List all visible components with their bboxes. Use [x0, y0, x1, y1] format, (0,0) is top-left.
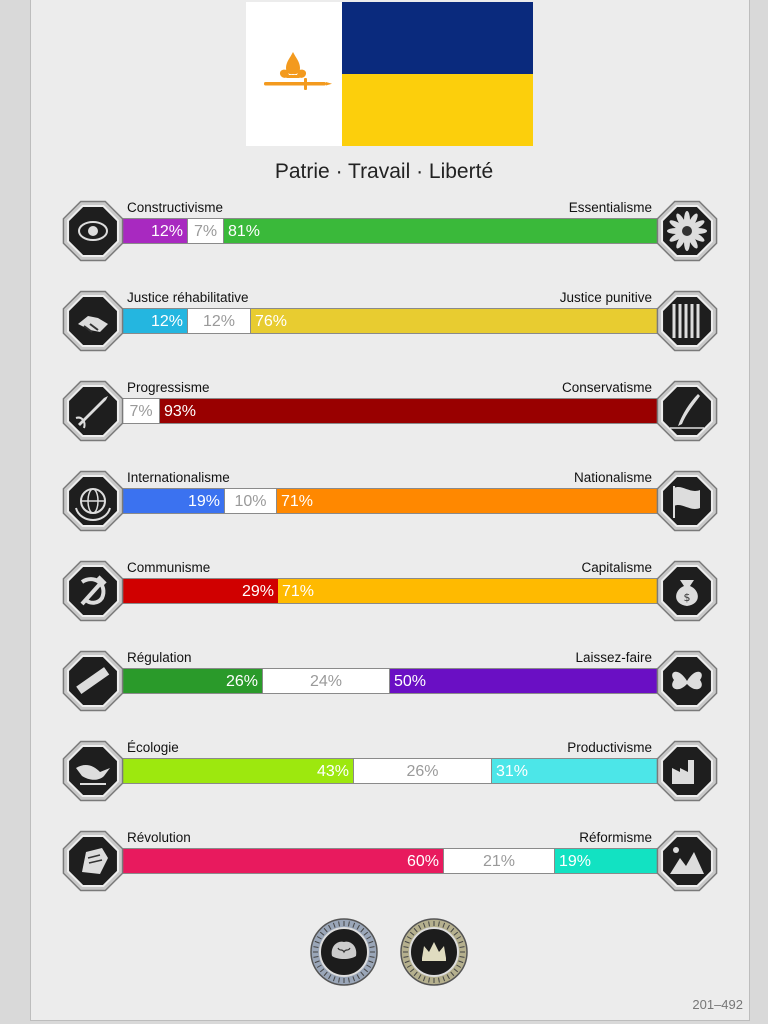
left-segment: 12%: [123, 309, 187, 333]
axis-bar: [122, 848, 658, 874]
axis-row: [0, 470, 768, 560]
crown-badge-icon: [400, 918, 468, 986]
footer-text: 201–492: [692, 997, 743, 1012]
left-segment: 60%: [123, 849, 443, 873]
money-bag-icon: [654, 558, 720, 624]
flag-icon: [654, 468, 720, 534]
left-axis-label: Constructivisme: [127, 200, 224, 215]
brain-badge-icon: [310, 918, 378, 986]
neutral-segment: 26%: [353, 759, 492, 783]
flag: [246, 2, 533, 146]
neutral-segment: 24%: [262, 669, 390, 693]
neutral-segment: 21%: [443, 849, 555, 873]
axis-row: [0, 380, 768, 470]
right-axis-label: Essentialisme: [568, 200, 652, 215]
eye-icon: [60, 198, 126, 264]
fist-icon: [60, 828, 126, 894]
ruler-icon: [60, 648, 126, 714]
rocket-icon: [60, 378, 126, 444]
axis-bar: [122, 488, 658, 514]
right-axis-label: Réformisme: [579, 830, 652, 845]
right-segment: 31%: [492, 759, 657, 783]
right-segment: 71%: [278, 579, 657, 603]
left-segment: 12%: [123, 219, 187, 243]
left-axis-label: Internationalisme: [127, 470, 230, 485]
right-axis-label: Laissez-faire: [575, 650, 652, 665]
right-segment: 71%: [277, 489, 657, 513]
right-axis-label: Nationalisme: [573, 470, 652, 485]
neutral-segment: 7%: [123, 399, 160, 423]
motto: Patrie · Travail · Liberté: [274, 160, 494, 183]
left-axis-label: Justice réhabilitative: [127, 290, 249, 305]
left-axis-label: Progressisme: [127, 380, 210, 395]
axis-bar: [122, 758, 658, 784]
right-segment: 76%: [251, 309, 657, 333]
axis-bar: [122, 668, 658, 694]
right-axis-label: Capitalisme: [581, 560, 652, 575]
landscape-icon: [654, 828, 720, 894]
butterfly-icon: [654, 648, 720, 714]
flower-icon: [654, 198, 720, 264]
left-segment: 19%: [123, 489, 224, 513]
axis-row: [0, 650, 768, 740]
neutral-segment: 10%: [224, 489, 277, 513]
right-axis-label: Justice punitive: [559, 290, 652, 305]
hammer-sickle-icon: [60, 558, 126, 624]
right-axis-label: Conservatisme: [561, 380, 652, 395]
right-segment: 19%: [555, 849, 657, 873]
axis-row: [0, 740, 768, 830]
axis-bar: [122, 218, 658, 244]
globe-icon: [60, 468, 126, 534]
factory-icon: [654, 738, 720, 804]
left-axis-label: Communisme: [127, 560, 211, 575]
right-segment: 81%: [224, 219, 657, 243]
svg-text:$: $: [683, 591, 691, 604]
handshake-icon: [60, 288, 126, 354]
left-segment: 43%: [123, 759, 353, 783]
axis-bar: [122, 308, 658, 334]
left-axis-label: Régulation: [127, 650, 192, 665]
axis-row: [0, 560, 768, 650]
left-segment: 29%: [123, 579, 278, 603]
right-segment: 50%: [390, 669, 657, 693]
left-axis-label: Écologie: [127, 740, 179, 755]
right-axis-label: Productivisme: [567, 740, 652, 755]
axis-row: [0, 830, 768, 920]
axis-bar: [122, 398, 658, 424]
neutral-segment: 7%: [187, 219, 224, 243]
right-segment: 93%: [160, 399, 657, 423]
axis-bar: [122, 578, 658, 604]
left-axis-label: Révolution: [127, 830, 191, 845]
neutral-segment: 12%: [187, 309, 251, 333]
bird-icon: [60, 738, 126, 804]
axis-row: [0, 200, 768, 290]
left-segment: 26%: [123, 669, 262, 693]
prison-bars-icon: [654, 288, 720, 354]
axis-row: [0, 290, 768, 380]
quill-icon: [654, 378, 720, 444]
